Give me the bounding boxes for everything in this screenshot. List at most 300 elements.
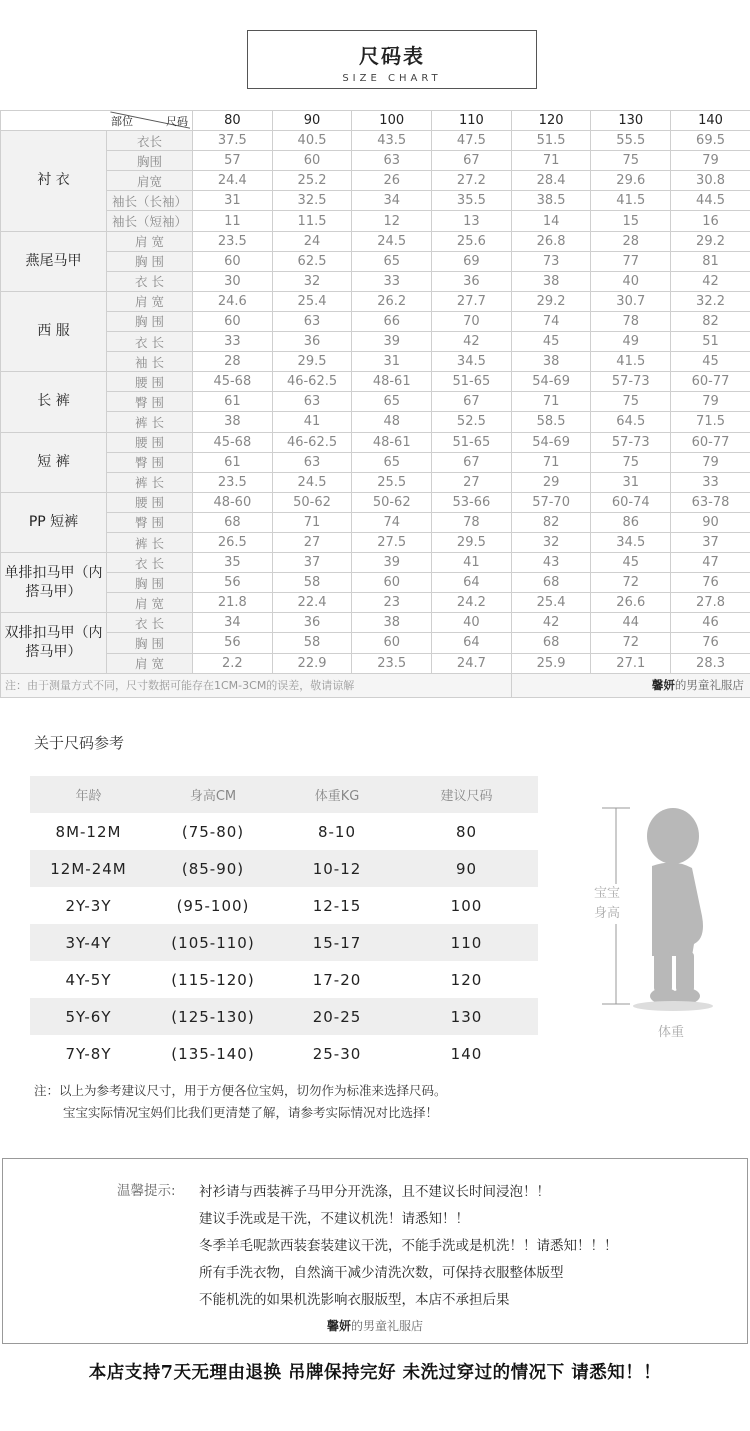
measurement-part: 衣 长	[107, 613, 193, 633]
return-policy-footer: 本店支持7天无理由退换 吊牌保持完好 未洗过穿过的情况下 请悉知！！	[88, 1363, 662, 1383]
size-value-cell: 82	[511, 512, 591, 532]
size-value-cell: 41.5	[591, 191, 671, 211]
size-value-cell: 47.5	[432, 131, 512, 151]
corner-part-label: 部位	[111, 115, 133, 128]
reference-cell: 120	[450, 970, 483, 989]
size-value-cell: 71.5	[671, 412, 750, 432]
size-value-cell: 45	[671, 352, 750, 372]
size-value-cell: 34.5	[432, 352, 512, 372]
size-value-cell: 24.7	[432, 653, 512, 673]
size-value-cell: 60	[352, 633, 432, 653]
size-value-cell: 36	[272, 613, 352, 633]
size-value-cell: 31	[591, 472, 671, 492]
size-value-cell: 42	[671, 271, 750, 291]
size-value-cell: 33	[193, 332, 273, 352]
size-table-row	[1, 171, 750, 191]
care-tips-box	[2, 1158, 748, 1344]
tips-lines	[199, 1179, 618, 1314]
size-table-row	[1, 432, 750, 452]
measurement-part: 肩 宽	[107, 653, 193, 673]
size-value-cell: 25.9	[511, 653, 591, 673]
size-value-cell: 60	[193, 251, 273, 271]
size-header-cell: 100	[352, 111, 432, 131]
reference-cell: 130	[395, 998, 538, 1035]
reference-cell: 3Y-4Y	[30, 924, 147, 961]
size-value-cell: 25.2	[272, 171, 352, 191]
size-value-cell: 90	[671, 512, 750, 532]
size-value-cell: 23.5	[352, 653, 432, 673]
reference-cell: 2Y-3Y	[65, 896, 112, 915]
measurement-part: 臀 围	[107, 512, 193, 532]
garment-category: 长 裤	[1, 372, 107, 432]
reference-row	[30, 961, 538, 998]
size-value-cell: 25.4	[511, 593, 591, 613]
reference-cell: 8M-12M	[55, 822, 122, 841]
size-value-cell: 29	[511, 472, 591, 492]
size-value-cell: 45-68	[193, 432, 273, 452]
size-value-cell: 44.5	[671, 191, 750, 211]
size-value-cell: 27.5	[352, 532, 432, 552]
size-value-cell: 74	[352, 512, 432, 532]
size-value-cell: 60-77	[671, 372, 750, 392]
reference-row	[30, 924, 538, 961]
size-value-cell: 75	[591, 392, 671, 412]
reference-cell: 25-30	[312, 1044, 362, 1063]
size-value-cell: 30	[193, 271, 273, 291]
size-table-row	[1, 412, 750, 432]
measurement-part: 衣 长	[107, 271, 193, 291]
measurement-part: 胸围	[107, 151, 193, 171]
size-table-row	[1, 372, 750, 392]
size-value-cell: 27.7	[432, 291, 512, 311]
size-value-cell: 12	[352, 211, 432, 231]
measurement-part: 胸 围	[107, 633, 193, 653]
size-value-cell: 72	[591, 633, 671, 653]
reference-row	[30, 998, 538, 1035]
size-table-row	[1, 653, 750, 673]
size-value-cell: 26.2	[352, 291, 432, 311]
measurement-part: 肩宽	[107, 171, 193, 191]
size-value-cell: 26.5	[193, 532, 273, 552]
size-value-cell: 29.6	[591, 171, 671, 191]
reference-cell: 100	[450, 896, 483, 915]
size-value-cell: 47	[671, 553, 750, 573]
garment-category: 西 服	[1, 291, 107, 371]
size-value-cell: 23	[352, 593, 432, 613]
size-value-cell: 57-73	[591, 432, 671, 452]
size-value-cell: 33	[671, 472, 750, 492]
size-value-cell: 27	[432, 472, 512, 492]
size-value-cell: 57-73	[591, 372, 671, 392]
size-value-cell: 41	[272, 412, 352, 432]
size-value-cell: 43.5	[352, 131, 432, 151]
tip-line: 冬季羊毛呢款西装套装建议干洗，不能手洗或是机洗！！请悉知！！！	[199, 1238, 618, 1254]
size-value-cell: 63	[272, 392, 352, 412]
size-value-cell: 32.2	[671, 291, 750, 311]
measurement-part: 臀 围	[107, 452, 193, 472]
size-value-cell: 27.2	[432, 171, 512, 191]
size-value-cell: 57	[193, 151, 273, 171]
size-table-row	[1, 211, 750, 231]
reference-cell: (115-120)	[171, 970, 255, 989]
size-value-cell: 63	[272, 452, 352, 472]
size-header-cell: 110	[432, 111, 512, 131]
size-value-cell: 50-62	[272, 492, 352, 512]
size-value-cell: 33	[352, 271, 432, 291]
reference-cell: 12M-24M	[30, 850, 147, 887]
size-value-cell: 55.5	[591, 131, 671, 151]
reference-note	[34, 1080, 447, 1124]
reference-cell: (75-80)	[181, 822, 245, 841]
size-table-row	[1, 191, 750, 211]
measurement-part: 衣 长	[107, 332, 193, 352]
measurement-part: 胸 围	[107, 251, 193, 271]
weight-label: 体重	[658, 1025, 685, 1040]
reference-cell: 20-25	[279, 998, 395, 1035]
reference-note-line: 注：以上为参考建议尺寸，用于方便各位宝妈，切勿作为标准来选择尺码。	[34, 1083, 447, 1098]
measurement-part: 腰 围	[107, 432, 193, 452]
size-value-cell: 76	[671, 633, 750, 653]
reference-cell: 80	[455, 822, 478, 841]
shop-brand: 馨妍	[651, 678, 675, 693]
size-value-cell: 32	[272, 271, 352, 291]
reference-header-cell: 身高CM	[147, 776, 279, 813]
size-value-cell: 45	[511, 332, 591, 352]
size-value-cell: 37.5	[193, 131, 273, 151]
size-table-row	[1, 492, 750, 512]
size-table-row	[1, 512, 750, 532]
size-value-cell: 57-70	[511, 492, 591, 512]
size-value-cell: 65	[352, 452, 432, 472]
measurement-part: 袖长（短袖）	[107, 211, 193, 231]
size-value-cell: 28	[193, 352, 273, 372]
size-value-cell: 13	[432, 211, 512, 231]
reference-header-cell: 建议尺码	[395, 776, 538, 813]
size-value-cell: 64	[432, 633, 512, 653]
shop-brand: 馨妍	[326, 1319, 351, 1333]
size-value-cell: 32.5	[272, 191, 352, 211]
garment-category: 双排扣马甲（内搭马甲）	[1, 613, 107, 673]
tip-line: 衬衫请与西装裤子马甲分开洗涤，且不建议长时间浸泡！！	[199, 1184, 550, 1200]
size-value-cell: 34	[352, 191, 432, 211]
size-value-cell: 65	[352, 251, 432, 271]
size-value-cell: 79	[671, 151, 750, 171]
size-header-cell: 120	[511, 111, 591, 131]
reference-header-cell: 体重KG	[279, 776, 395, 813]
measurement-part: 肩 宽	[107, 593, 193, 613]
size-value-cell: 36	[272, 332, 352, 352]
size-value-cell: 53-66	[432, 492, 512, 512]
size-value-cell: 52.5	[432, 412, 512, 432]
measurement-part: 腰 围	[107, 372, 193, 392]
size-table-row	[1, 532, 750, 552]
reference-cell: (105-110)	[147, 924, 279, 961]
size-value-cell: 79	[671, 392, 750, 412]
reference-cell: 8-10	[317, 822, 357, 841]
size-value-cell: 27.1	[591, 653, 671, 673]
size-value-cell: 38	[352, 613, 432, 633]
size-value-cell: 2.2	[193, 653, 273, 673]
size-value-cell: 71	[511, 151, 591, 171]
size-value-cell: 48-60	[193, 492, 273, 512]
size-value-cell: 26	[352, 171, 432, 191]
size-value-cell: 60-77	[671, 432, 750, 452]
size-table-row	[1, 251, 750, 271]
size-value-cell: 48-61	[352, 372, 432, 392]
size-value-cell: 60-74	[591, 492, 671, 512]
measurement-part: 裤 长	[107, 532, 193, 552]
size-value-cell: 26.8	[511, 231, 591, 251]
size-value-cell: 38.5	[511, 191, 591, 211]
size-value-cell: 60	[193, 311, 273, 331]
size-value-cell: 45-68	[193, 372, 273, 392]
reference-note-line: 宝宝实际情况宝妈们比我们更清楚了解，请参考实际情况对比选择！	[63, 1105, 439, 1120]
size-table-corner	[1, 111, 193, 131]
reference-row	[30, 1035, 538, 1072]
size-value-cell: 56	[193, 633, 273, 653]
size-value-cell: 75	[591, 452, 671, 472]
size-value-cell: 11	[193, 211, 273, 231]
size-value-cell: 16	[671, 211, 750, 231]
size-table-row	[1, 573, 750, 593]
size-value-cell: 51	[671, 332, 750, 352]
size-value-cell: 34.5	[591, 532, 671, 552]
size-table-row	[1, 231, 750, 251]
size-table	[0, 110, 750, 698]
size-value-cell: 68	[511, 633, 591, 653]
size-value-cell: 28	[591, 231, 671, 251]
size-table-row	[1, 291, 750, 311]
size-value-cell: 27.8	[671, 593, 750, 613]
reference-cell: 110	[395, 924, 538, 961]
size-value-cell: 45	[591, 553, 671, 573]
reference-row	[30, 887, 538, 924]
size-table-row	[1, 452, 750, 472]
size-value-cell: 67	[432, 392, 512, 412]
garment-category: 燕尾马甲	[1, 231, 107, 291]
reference-cell: 140	[450, 1044, 483, 1063]
size-value-cell: 42	[511, 613, 591, 633]
reference-cell: 12-15	[312, 896, 362, 915]
reference-row	[30, 850, 538, 887]
size-value-cell: 64.5	[591, 412, 671, 432]
size-value-cell: 24.6	[193, 291, 273, 311]
size-value-cell: 29.2	[511, 291, 591, 311]
size-value-cell: 71	[272, 512, 352, 532]
size-table-row	[1, 553, 750, 573]
size-value-cell: 21.8	[193, 593, 273, 613]
measurement-part: 袖长（长袖）	[107, 191, 193, 211]
height-label: 宝宝身高	[592, 884, 622, 924]
garment-category: 衬 衣	[1, 131, 107, 231]
child-silhouette-icon	[588, 806, 718, 1046]
size-value-cell: 37	[671, 532, 750, 552]
size-value-cell: 63	[272, 311, 352, 331]
size-value-cell: 58.5	[511, 412, 591, 432]
reference-cell: (135-140)	[171, 1044, 255, 1063]
size-value-cell: 58	[272, 633, 352, 653]
measurement-part: 臀 围	[107, 392, 193, 412]
size-value-cell: 37	[272, 553, 352, 573]
corner-size-label: 尺码	[166, 115, 188, 128]
measurement-part: 袖 长	[107, 352, 193, 372]
measurement-part: 肩 宽	[107, 291, 193, 311]
size-value-cell: 65	[352, 392, 432, 412]
tips-label: 温馨提示:	[117, 1183, 176, 1199]
size-value-cell: 72	[591, 573, 671, 593]
size-value-cell: 34	[193, 613, 273, 633]
reference-title: 关于尺码参考	[34, 734, 125, 752]
size-value-cell: 51-65	[432, 432, 512, 452]
size-table-row	[1, 332, 750, 352]
size-value-cell: 48	[352, 412, 432, 432]
size-table-row	[1, 311, 750, 331]
size-value-cell: 63-78	[671, 492, 750, 512]
size-value-cell: 64	[432, 573, 512, 593]
size-value-cell: 67	[432, 452, 512, 472]
reference-cell: 4Y-5Y	[65, 970, 112, 989]
size-table-row	[1, 593, 750, 613]
shop-name-rest: 的男童礼服店	[351, 1319, 424, 1333]
size-value-cell: 38	[511, 271, 591, 291]
size-value-cell: 54-69	[511, 372, 591, 392]
size-value-cell: 39	[352, 332, 432, 352]
size-value-cell: 11.5	[272, 211, 352, 231]
size-value-cell: 24.2	[432, 593, 512, 613]
size-value-cell: 24.5	[352, 231, 432, 251]
size-table-row	[1, 633, 750, 653]
size-value-cell: 75	[591, 151, 671, 171]
size-value-cell: 24.5	[272, 472, 352, 492]
size-value-cell: 66	[352, 311, 432, 331]
reference-row	[30, 813, 538, 850]
size-value-cell: 62.5	[272, 251, 352, 271]
size-value-cell: 58	[272, 573, 352, 593]
size-value-cell: 76	[671, 573, 750, 593]
size-value-cell: 40	[591, 271, 671, 291]
size-value-cell: 41.5	[591, 352, 671, 372]
tip-line: 不能机洗的如果机洗影响衣服版型，本店不承担后果	[199, 1292, 510, 1308]
shop-signature	[3, 1317, 747, 1334]
size-value-cell: 31	[352, 352, 432, 372]
size-table-row	[1, 151, 750, 171]
measurement-part: 胸 围	[107, 573, 193, 593]
size-value-cell: 14	[511, 211, 591, 231]
size-value-cell: 35	[193, 553, 273, 573]
size-value-cell: 43	[511, 553, 591, 573]
size-value-cell: 29.5	[432, 532, 512, 552]
size-value-cell: 23.5	[193, 472, 273, 492]
measurement-part: 胸 围	[107, 311, 193, 331]
size-table-row	[1, 271, 750, 291]
size-value-cell: 60	[352, 573, 432, 593]
size-header-cell: 140	[671, 111, 750, 131]
tip-line: 所有手洗衣物，自然滴干减少清洗次数，可保持衣服整体版型	[199, 1265, 564, 1281]
size-value-cell: 28.4	[511, 171, 591, 191]
size-value-cell: 60	[272, 151, 352, 171]
reference-cell: (125-130)	[147, 998, 279, 1035]
reference-cell: 7Y-8Y	[65, 1044, 112, 1063]
size-value-cell: 51.5	[511, 131, 591, 151]
size-value-cell: 24	[272, 231, 352, 251]
size-value-cell: 38	[193, 412, 273, 432]
measurement-part: 衣长	[107, 131, 193, 151]
size-value-cell: 61	[193, 452, 273, 472]
reference-cell: 10-12	[279, 850, 395, 887]
garment-category: PP 短裤	[1, 492, 107, 552]
size-table-row	[1, 472, 750, 492]
size-table-row	[1, 131, 750, 151]
size-value-cell: 71	[511, 392, 591, 412]
reference-cell: (85-90)	[147, 850, 279, 887]
size-value-cell: 70	[432, 311, 512, 331]
size-value-cell: 27	[272, 532, 352, 552]
size-table-row	[1, 392, 750, 412]
reference-cell: 5Y-6Y	[30, 998, 147, 1035]
size-header-cell: 130	[591, 111, 671, 131]
size-value-cell: 22.4	[272, 593, 352, 613]
size-value-cell: 79	[671, 452, 750, 472]
size-value-cell: 73	[511, 251, 591, 271]
size-header-cell: 80	[193, 111, 273, 131]
measurement-part: 衣 长	[107, 553, 193, 573]
size-value-cell: 86	[591, 512, 671, 532]
size-table-note: 注：由于测量方式不同，尺寸数据可能存在1CM-3CM的误差，敬请谅解	[1, 673, 512, 697]
size-value-cell: 71	[511, 452, 591, 472]
size-value-cell: 39	[352, 553, 432, 573]
size-value-cell: 69.5	[671, 131, 750, 151]
size-value-cell: 56	[193, 573, 273, 593]
size-value-cell: 26.6	[591, 593, 671, 613]
size-value-cell: 61	[193, 392, 273, 412]
size-value-cell: 44	[591, 613, 671, 633]
size-value-cell: 46	[671, 613, 750, 633]
size-value-cell: 22.9	[272, 653, 352, 673]
size-value-cell: 67	[432, 151, 512, 171]
size-value-cell: 77	[591, 251, 671, 271]
garment-category: 短 裤	[1, 432, 107, 492]
size-value-cell: 50-62	[352, 492, 432, 512]
measurement-part: 裤 长	[107, 472, 193, 492]
size-value-cell: 24.4	[193, 171, 273, 191]
size-value-cell: 63	[352, 151, 432, 171]
size-value-cell: 38	[511, 352, 591, 372]
shop-signature	[511, 673, 750, 697]
size-value-cell: 49	[591, 332, 671, 352]
page-subtitle: SIZE CHART	[342, 73, 442, 84]
size-value-cell: 40	[432, 613, 512, 633]
reference-cell: (95-100)	[176, 896, 250, 915]
reference-cell: 17-20	[312, 970, 362, 989]
measurement-part: 腰 围	[107, 492, 193, 512]
size-value-cell: 29.2	[671, 231, 750, 251]
size-value-cell: 35.5	[432, 191, 512, 211]
size-value-cell: 31	[193, 191, 273, 211]
reference-header-cell: 年龄	[30, 776, 147, 813]
page-title: 尺码表	[359, 44, 425, 68]
garment-category: 单排扣马甲（内搭马甲）	[1, 553, 107, 613]
size-value-cell: 69	[432, 251, 512, 271]
size-value-cell: 23.5	[193, 231, 273, 251]
measurement-part: 肩 宽	[107, 231, 193, 251]
size-value-cell: 15	[591, 211, 671, 231]
size-value-cell: 25.4	[272, 291, 352, 311]
size-value-cell: 74	[511, 311, 591, 331]
size-value-cell: 28.3	[671, 653, 750, 673]
child-height-figure	[588, 806, 718, 1046]
size-value-cell: 30.7	[591, 291, 671, 311]
size-value-cell: 78	[432, 512, 512, 532]
